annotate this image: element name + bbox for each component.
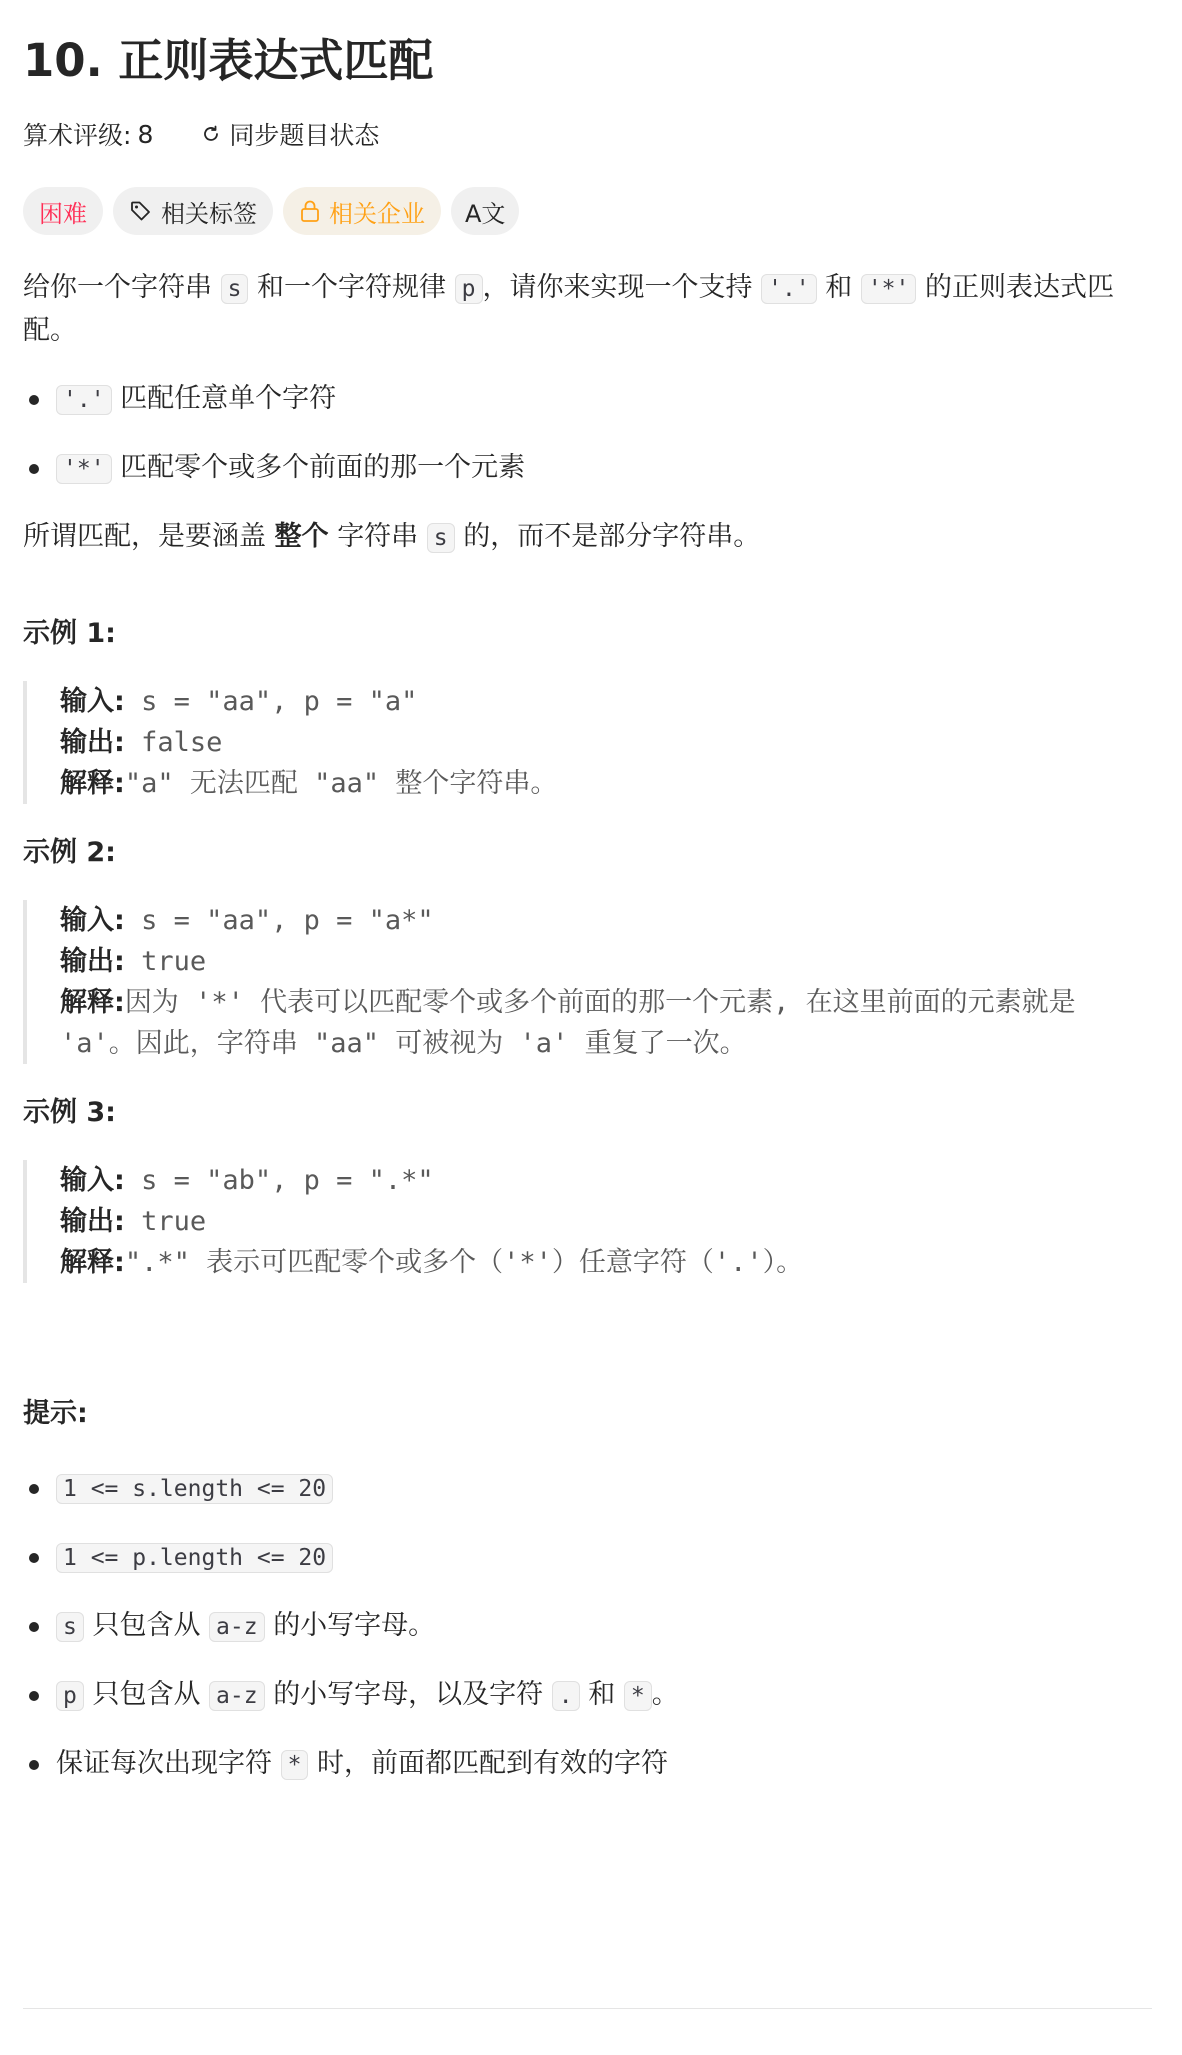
- example-block: [23, 681, 1152, 804]
- example-title: 示例 3:: [23, 1097, 116, 1128]
- inline-code: '.': [761, 274, 817, 304]
- example-block: [23, 900, 1152, 1064]
- full-match-paragraph: [23, 516, 1152, 559]
- output-value: true: [141, 1206, 207, 1237]
- translate-icon: A文: [465, 199, 506, 228]
- intro-text: ，请你来实现一个支持: [482, 272, 753, 303]
- example-output-line: [60, 1201, 1152, 1242]
- explain-value: ".*" 表示可匹配零个或多个（'*'）任意字符（'.'）。: [124, 1247, 804, 1278]
- inline-code: '*': [861, 274, 917, 304]
- example-input-line: [60, 681, 1152, 722]
- intro-text: 的正则表达式匹配。: [23, 272, 1114, 346]
- explain-value: 因为 '*' 代表可以匹配零个或多个前面的那一个元素, 在这里前面的元素就是 'a'。因此，字符串 "aa" 可被视为 'a' 重复了一次。: [60, 987, 1076, 1059]
- list-item: [23, 447, 1152, 490]
- inline-code: s: [56, 1612, 84, 1642]
- input-label: 输入:: [60, 686, 125, 717]
- example-explain-line: [60, 982, 1152, 1064]
- list-item: [23, 1467, 1152, 1510]
- inline-code: *: [624, 1681, 652, 1711]
- constraint-text: 的小写字母。: [273, 1610, 436, 1641]
- divider: [23, 2008, 1152, 2009]
- example-input-line: [60, 900, 1152, 941]
- constraint-list: [23, 1467, 1152, 1786]
- example-block: [23, 1160, 1152, 1283]
- explain-value: "a" 无法匹配 "aa" 整个字符串。: [124, 768, 558, 799]
- output-label: 输出:: [60, 727, 125, 758]
- problem-title: 10. 正则表达式匹配: [23, 34, 434, 87]
- inline-code: p: [455, 274, 483, 304]
- inline-code: .: [552, 1681, 580, 1711]
- tag-icon: [129, 199, 153, 223]
- paragraph-text: 所谓匹配，是要涵盖: [23, 521, 266, 552]
- input-value: s = "ab", p = ".*": [141, 1165, 434, 1196]
- example-title: 示例 2:: [23, 837, 116, 868]
- rule-list: [23, 378, 1152, 490]
- output-label: 输出:: [60, 946, 125, 977]
- constraint-text: 的小写字母，以及字符: [273, 1679, 544, 1710]
- input-label: 输入:: [60, 1165, 125, 1196]
- related-topics-button[interactable]: [113, 187, 273, 235]
- problem-description: [23, 267, 1152, 1786]
- sync-status-button[interactable]: [201, 116, 379, 152]
- list-item: [23, 1605, 1152, 1648]
- inline-code: a-z: [209, 1612, 265, 1642]
- related-companies-label: 相关企业: [329, 199, 425, 228]
- lock-icon: [299, 199, 321, 223]
- inline-code: 1 <= p.length <= 20: [56, 1543, 333, 1573]
- inline-code: s: [221, 274, 249, 304]
- inline-code: s: [427, 523, 455, 553]
- input-value: s = "aa", p = "a": [141, 686, 418, 717]
- inline-code: 1 <= s.length <= 20: [56, 1474, 333, 1504]
- difficulty-label: 困难: [39, 199, 87, 228]
- constraint-text: 只包含从: [92, 1679, 201, 1710]
- intro-text: 给你一个字符串: [23, 272, 212, 303]
- rule-text: 匹配任意单个字符: [120, 383, 337, 414]
- bold-text: 整个: [274, 521, 329, 552]
- constraint-text: 只包含从: [92, 1610, 201, 1641]
- list-item: [23, 1674, 1152, 1717]
- translate-button[interactable]: [451, 187, 519, 235]
- example-output-line: [60, 722, 1152, 763]
- output-value: false: [141, 727, 223, 758]
- example-output-line: [60, 941, 1152, 982]
- example-input-line: [60, 1160, 1152, 1201]
- output-value: true: [141, 946, 207, 977]
- example-explain-line: [60, 763, 1152, 804]
- sync-label: 同步题目状态: [229, 121, 380, 150]
- tag-row: [23, 187, 1152, 235]
- inline-code: p: [56, 1681, 84, 1711]
- output-label: 输出:: [60, 1206, 125, 1237]
- inline-code: '.': [56, 385, 112, 415]
- list-item: [23, 1536, 1152, 1579]
- input-value: s = "aa", p = "a*": [141, 905, 434, 936]
- paragraph-text: 的，而不是部分字符串。: [463, 521, 761, 552]
- input-label: 输入:: [60, 905, 125, 936]
- explain-label: 解释:: [60, 987, 125, 1018]
- constraint-text: 。: [651, 1679, 679, 1710]
- constraint-text: 保证每次出现字符: [56, 1748, 272, 1779]
- constraint-text: 和: [588, 1679, 616, 1710]
- refresh-icon: [201, 124, 221, 144]
- list-item: [23, 1743, 1152, 1786]
- meta-row: [23, 115, 1152, 153]
- rating-value: 8: [137, 119, 154, 149]
- difficulty-badge[interactable]: [23, 187, 103, 235]
- explain-label: 解释:: [60, 1247, 125, 1278]
- intro-paragraph: [23, 267, 1152, 352]
- inline-code: *: [281, 1750, 309, 1780]
- constraint-text: 时，前面都匹配到有效的字符: [317, 1748, 669, 1779]
- inline-code: '*': [56, 454, 112, 484]
- example-title: 示例 1:: [23, 618, 116, 649]
- related-companies-button[interactable]: [283, 187, 441, 235]
- example-explain-line: [60, 1242, 1152, 1283]
- constraints-title: 提示:: [23, 1398, 88, 1429]
- intro-text: 和一个字符规律: [257, 272, 447, 303]
- paragraph-text: 字符串: [337, 521, 419, 552]
- rule-text: 匹配零个或多个前面的那一个元素: [120, 452, 526, 483]
- explain-label: 解释:: [60, 768, 125, 799]
- inline-code: a-z: [209, 1681, 265, 1711]
- related-topics-label: 相关标签: [161, 199, 257, 228]
- intro-text: 和: [825, 272, 853, 303]
- rating-label: 算术评级:: [23, 121, 132, 150]
- list-item: [23, 378, 1152, 421]
